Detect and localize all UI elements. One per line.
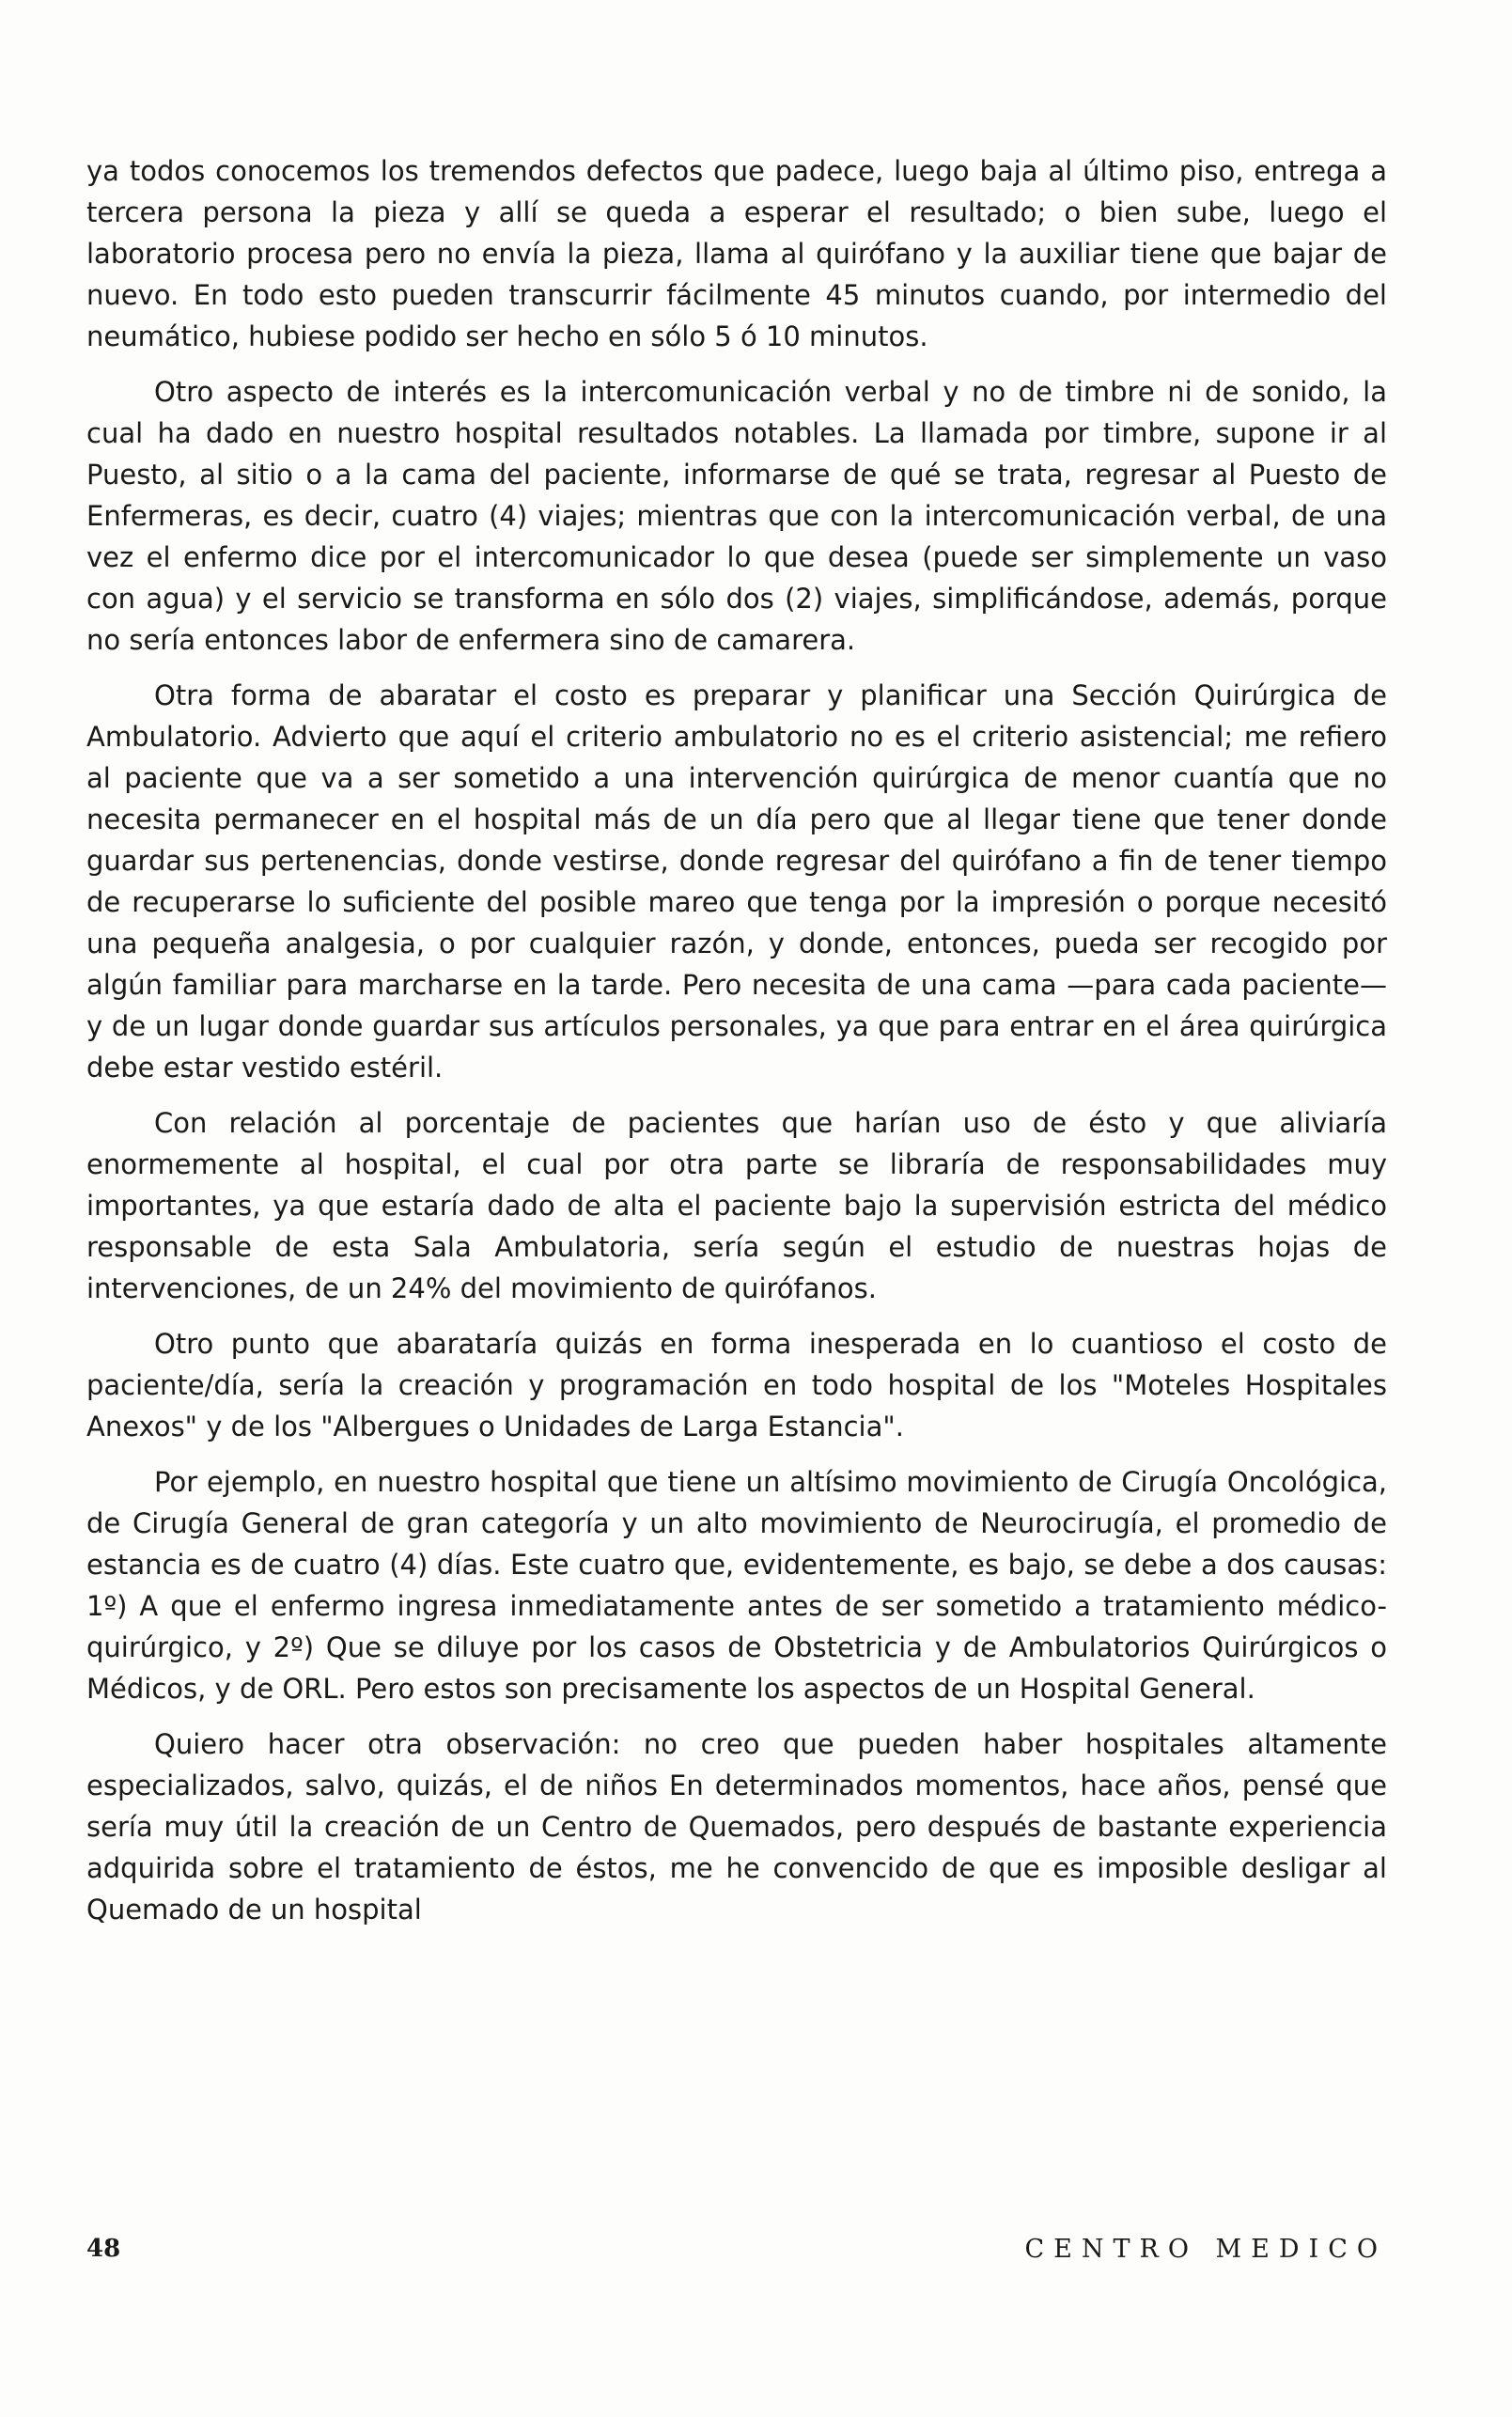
page-number: 48 [86, 2235, 121, 2263]
paragraph-6: Por ejemplo, en nuestro hospital que tiene un altísimo movimiento de Cirugía Oncológica, de Cirugía General de gran categoría y un alto movimiento de Neurocirugía, el promedio de estancia es de cuatro (4) días. Este cuatro que, evidentemente, es bajo, se debe a dos causas: 1º) A que el enfermo ingresa inmediatamente antes de ser sometido a tratamiento médico-quirúrgico, y 2º) Que se diluye por los casos de Obstetricia y de Ambulatorios Quirúrgicos o Médicos, y de ORL. Pero estos son precisamente los aspectos de un Hospital General. [86, 1466, 1387, 1705]
paragraph-3: Otra forma de abaratar el costo es preparar y planificar una Sección Quirúrgica de Ambulatorio. Advierto que aquí el criterio ambulatorio no es el criterio asistencial; me refiero al paciente que va a ser sometido a una intervención quirúrgica de menor cuantía que no necesita permanecer en el hospital más de un día pero que al llegar tiene que tener donde guardar sus pertenencias, donde vestirse, donde regresar del quirófano a fin de tener tiempo de recuperarse lo suficiente del posible mareo que tenga por la impresión o porque necesitó una pequeña analgesia, o por cualquier razón, y donde, entonces, pueda ser recogido por algún familiar para marcharse en la tarde. Pero necesita de una cama —para cada paciente— y de un lugar donde guardar sus artículos personales, ya que para entrar en el área quirúrgica debe estar vestido estéril. [86, 679, 1387, 1084]
paragraph-1: ya todos conocemos los tremendos defectos que padece, luego baja al último piso, entrega a tercera persona la pieza y allí se queda a esperar el resultado; o bien sube, luego el laboratorio procesa pero no envía la pieza, llama al quirófano y la auxiliar tiene que bajar de nuevo. En todo esto pueden transcurrir fácilmente 45 minutos cuando, por intermedio del neumático, hubiese podido ser hecho en sólo 5 ó 10 minutos. [86, 155, 1387, 352]
body-text [86, 150, 1387, 1944]
paragraph-5: Otro punto que abarataría quizás en forma inesperada en lo cuantioso el costo de paciente/día, sería la creación y programación en todo hospital de los "Moteles Hospitales Anexos" y de los "Albergues o Unidades de Larga Estancia". [86, 1328, 1387, 1442]
paragraph-4: Con relación al porcentaje de pacientes que harían uso de ésto y que aliviaría enormemente al hospital, el cual por otra parte se libraría de responsabilidades muy importantes, ya que estaría dado de alta el paciente bajo la supervisión estricta del médico responsable de esta Sala Ambulatoria, sería según el estudio de nuestras hojas de intervenciones, de un 24% del movimiento de quirófanos. [86, 1107, 1387, 1304]
paragraph-2: Otro aspecto de interés es la intercomunicación verbal y no de timbre ni de sonido, la cual ha dado en nuestro hospital resultados notables. La llamada por timbre, supone ir al Puesto, al sitio o a la cama del paciente, informarse de qué se trata, regresar al Puesto de Enfermeras, es decir, cuatro (4) viajes; mientras que con la intercomunicación verbal, de una vez el enfermo dice por el intercomunicador lo que desea (puede ser simplemente un vaso con agua) y el servicio se transforma en sólo dos (2) viajes, simplificándose, además, porque no sería entonces labor de enfermera sino de camarera. [86, 376, 1387, 656]
paragraph-7: Quiero hacer otra observación: no creo que pueden haber hospitales altamente especializados, salvo, quizás, el de niños En determinados momentos, hace años, pensé que sería muy útil la creación de un Centro de Quemados, pero después de bastante experiencia adquirida sobre el tratamiento de éstos, me he convencido de que es imposible desligar al Quemado de un hospital [86, 1728, 1387, 1926]
page-footer [86, 2235, 1387, 2272]
journal-name: CENTRO MEDICO [1024, 2235, 1387, 2264]
